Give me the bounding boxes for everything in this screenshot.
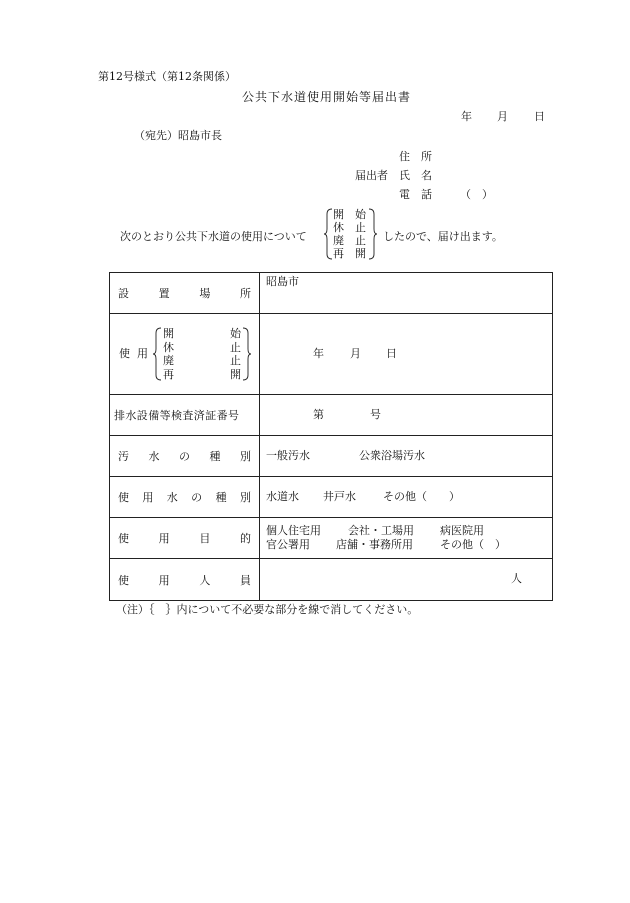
row-location [110, 273, 553, 314]
statement-option-pause: 休 止 [333, 221, 366, 234]
phone-parens: （ ） [460, 188, 493, 201]
right-brace-icon [368, 208, 378, 260]
water-type-option[interactable]: 井戸水 [323, 490, 356, 503]
phone-label: 電 話 [399, 188, 432, 201]
sewage-type-label-char: 種 [209, 450, 221, 463]
statement-after: したので、届け出ます。 [383, 230, 503, 243]
certificate-suffix: 号 [370, 408, 381, 421]
sewage-type-label-char: の [179, 450, 190, 463]
addressee: （宛先）昭島市長 [134, 129, 222, 142]
purpose-option[interactable]: 個人住宅用 [266, 524, 321, 537]
certificate-label-cell [110, 395, 260, 436]
location-label-cell [110, 273, 260, 314]
row-sewage-type [110, 436, 553, 477]
statement-option-abolish: 廃 止 [333, 234, 366, 247]
form-table [109, 272, 553, 601]
persons-label-char: 用 [158, 573, 170, 587]
certificate-value-cell[interactable] [260, 395, 553, 436]
usage-option-char: 止 [230, 340, 241, 354]
sewage-type-label-cell [110, 436, 260, 477]
row-persons [110, 559, 553, 601]
location-label-char: 置 [158, 287, 170, 300]
persons-label-cell [110, 559, 260, 601]
date-day-label: 日 [534, 110, 545, 123]
usage-option-char: 始 [230, 327, 241, 340]
applicant-prefix: 届出者 [355, 169, 388, 182]
usage-label-char: 用 [137, 347, 148, 360]
location-value-cell[interactable] [260, 273, 553, 314]
water-type-label-char: 別 [239, 491, 251, 504]
statement-options [333, 208, 366, 260]
persons-unit: 人 [511, 572, 522, 585]
row-water-type [110, 477, 553, 518]
water-type-label-char: 使 [118, 491, 129, 504]
sewage-type-option[interactable]: 一般汚水 [266, 449, 310, 462]
persons-value-cell[interactable] [260, 559, 553, 601]
persons-label-char: 員 [239, 573, 251, 587]
left-brace-icon [323, 208, 333, 260]
usage-option-char: 廃 [163, 354, 174, 367]
usage-option-char: 開 [163, 327, 174, 340]
usage-label-cell [110, 314, 260, 395]
purpose-label-char: 目 [199, 532, 211, 545]
usage-date-year: 年 [313, 347, 324, 360]
water-type-label-char: の [191, 491, 203, 504]
right-brace-icon [242, 327, 252, 381]
statement-option-resume: 再 開 [333, 247, 366, 260]
usage-option-char: 開 [230, 367, 241, 381]
form-number: 第12号様式（第12条関係） [98, 70, 236, 83]
date-year-label: 年 [461, 110, 472, 123]
usage-date-cell[interactable] [260, 314, 553, 395]
name-label: 氏 名 [399, 169, 432, 182]
statement-before: 次のとおり公共下水道の使用について [120, 230, 307, 243]
usage-date-day: 日 [386, 347, 397, 360]
date-month-label: 月 [497, 110, 508, 123]
water-type-value-cell[interactable] [260, 477, 553, 518]
row-usage [110, 314, 553, 395]
purpose-option[interactable]: 病医院用 [440, 524, 484, 537]
purpose-option[interactable]: 店舗・事務所用 [336, 538, 413, 551]
purpose-option[interactable]: 官公署用 [266, 538, 310, 551]
page-title: 公共下水道使用開始等届出書 [242, 90, 412, 104]
water-type-label-char: 水 [166, 491, 178, 504]
water-type-option[interactable]: 水道水 [266, 490, 299, 503]
location-label-char: 設 [118, 287, 129, 300]
persons-label-char: 使 [118, 573, 129, 587]
location-label-char: 場 [199, 287, 211, 300]
sewage-type-value-cell[interactable] [260, 436, 553, 477]
water-type-label-cell [110, 477, 260, 518]
purpose-option[interactable]: その他（ ） [440, 538, 506, 551]
purpose-option[interactable]: 会社・工場用 [348, 524, 414, 537]
left-brace-icon [152, 327, 162, 381]
certificate-label: 排水設備等検査済証番号 [114, 409, 240, 422]
purpose-label-cell [110, 518, 260, 559]
usage-option-char: 再 [163, 367, 174, 381]
usage-label-char: 使 [119, 347, 130, 360]
usage-date-month: 月 [350, 347, 361, 360]
purpose-label-char: 的 [239, 532, 251, 545]
sewage-type-label-char: 汚 [118, 450, 129, 463]
sewage-type-label-char: 別 [240, 450, 251, 463]
location-label-char: 所 [239, 287, 251, 300]
row-purpose [110, 518, 553, 559]
usage-option-char: 休 [163, 340, 174, 354]
sewage-type-label-char: 水 [148, 450, 160, 463]
persons-label-char: 人 [199, 573, 211, 587]
water-type-label-char: 種 [215, 491, 227, 504]
water-type-label-char: 用 [142, 491, 154, 504]
sewage-type-option[interactable]: 公衆浴場汚水 [359, 449, 425, 462]
certificate-prefix: 第 [313, 408, 324, 421]
usage-options [163, 327, 241, 381]
location-value: 昭島市 [266, 275, 299, 288]
usage-option-char: 止 [230, 354, 241, 367]
water-type-option[interactable]: その他（ ） [383, 490, 460, 503]
address-label: 住 所 [399, 150, 432, 163]
purpose-label-char: 用 [158, 532, 170, 545]
footnote: （注）｛ ｝内について不必要な部分を線で消してください。 [116, 603, 419, 616]
purpose-value-cell[interactable] [260, 518, 553, 559]
purpose-label-char: 使 [118, 532, 129, 545]
row-certificate [110, 395, 553, 436]
statement-option-start: 開 始 [333, 208, 366, 221]
